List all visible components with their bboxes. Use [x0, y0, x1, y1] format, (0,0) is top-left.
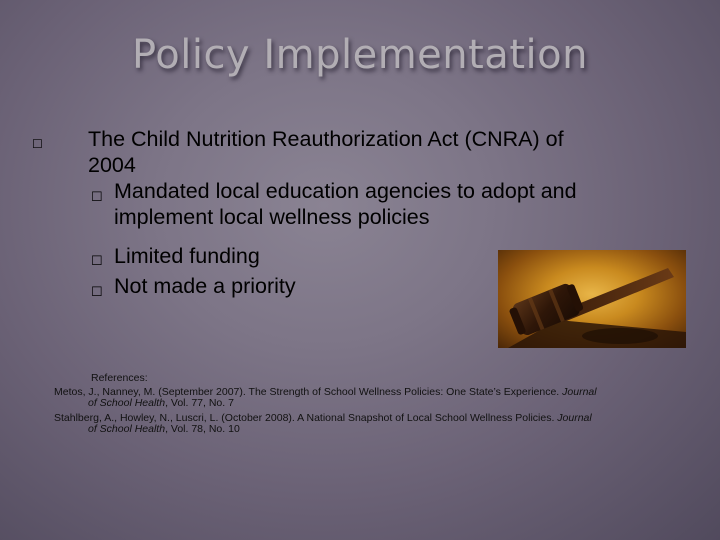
reference-2-tail: , Vol. 78, No. 10	[165, 423, 240, 435]
references-heading: References:	[91, 372, 148, 384]
main-bullet-line1: The Child Nutrition Reauthorization Act (CNRA) of	[88, 127, 564, 151]
reference-2-text: Stahlberg, A., Howley, N., Luscri, L. (October 2008). A National Snapshot of Local School Wellness Policies.	[54, 412, 555, 424]
reference-1-tail: , Vol. 77, No. 7	[165, 397, 234, 409]
sub-bullet-marker: ☐	[91, 253, 103, 268]
bullet-marker: ☐	[32, 137, 43, 151]
reference-1-text: Metos, J., Nanney, M. (September 2007). The Strength of School Wellness Policies: One State’s Experience.	[54, 386, 560, 398]
sub-bullet-marker: ☐	[91, 189, 103, 204]
reference-2-journal-b: of School Health	[88, 423, 166, 435]
reference-1-journal-b: of School Health	[88, 397, 166, 409]
sub-bullet-1: Mandated local education agencies to adopt and	[114, 179, 577, 203]
main-bullet-line2: 2004	[88, 153, 136, 177]
sub-bullet-3: Not made a priority	[114, 274, 296, 298]
reference-1-journal-a: Journal	[562, 386, 597, 398]
gavel-illustration	[498, 250, 686, 348]
reference-1-line2	[88, 397, 234, 409]
sub-bullet-1-cont: implement local wellness policies	[114, 205, 430, 229]
reference-2-line2	[88, 423, 240, 435]
main-bullet	[88, 126, 688, 178]
sub-bullet-marker: ☐	[91, 284, 103, 299]
sub-bullet-2: Limited funding	[114, 244, 260, 268]
gavel-icon	[498, 250, 686, 348]
reference-2-journal-a: Journal	[557, 412, 592, 424]
slide-title: Policy Implementation	[132, 32, 588, 78]
